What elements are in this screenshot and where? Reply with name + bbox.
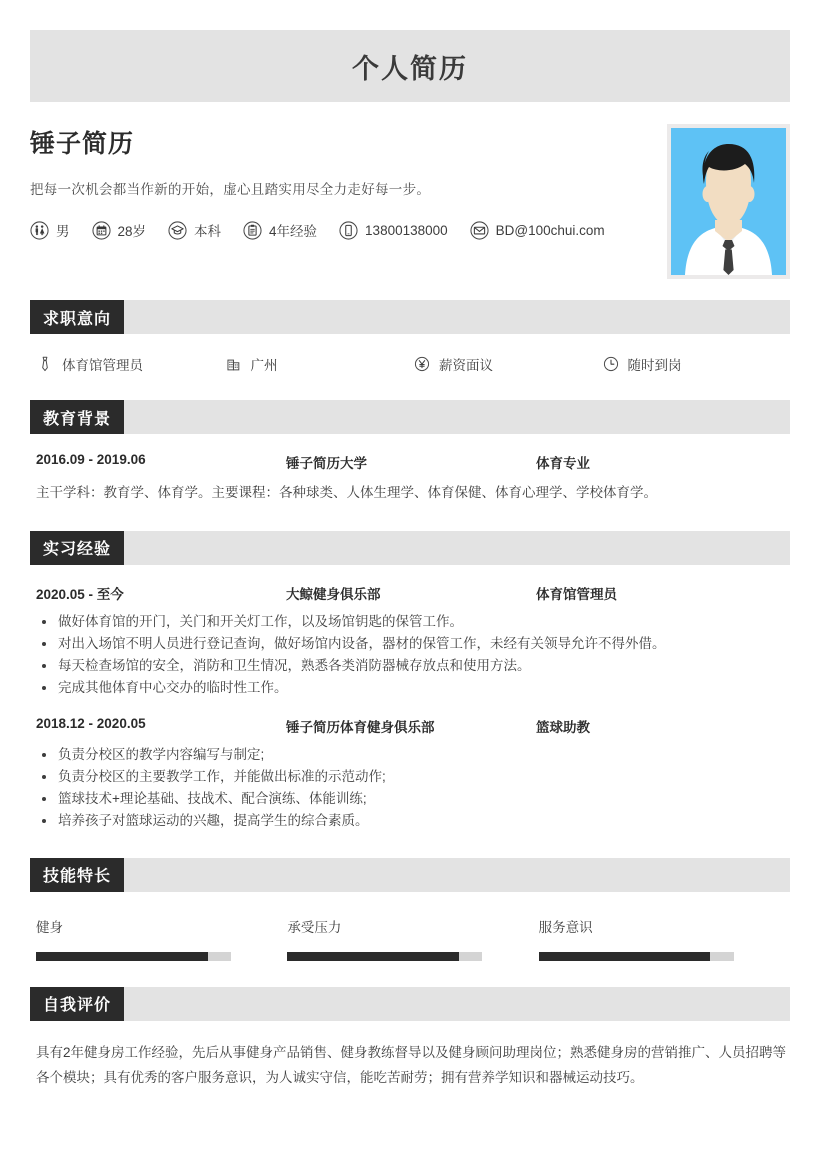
gender-icon xyxy=(30,221,49,240)
fact-email xyxy=(470,221,605,240)
skill-progress-fill xyxy=(287,952,459,961)
section-skills xyxy=(30,858,790,961)
intent-item-salary xyxy=(413,354,602,374)
intent-availability-value: 随时到岗 xyxy=(627,358,682,373)
fact-education-value: 本科 xyxy=(194,224,222,239)
clock-icon xyxy=(602,355,620,373)
evaluation-text: 具有2年健身房工作经验，先后从事健身产品销售、健身教练督导以及健身顾问助理岗位；熟悉健身房的营销推广、人员招聘等各个模块；具有优秀的客户服务意识，为人诚实守信，能吃苦耐劳；拥有营养学知识和器械运动技巧。 xyxy=(36,1044,787,1085)
skill-item xyxy=(539,916,790,961)
section-intent xyxy=(30,300,790,374)
avatar xyxy=(667,124,790,279)
skill-progress-track xyxy=(539,952,734,961)
profile-header xyxy=(30,124,790,274)
internship-period: 2020.05 - 至今 xyxy=(36,586,124,602)
internship-entry-head xyxy=(36,716,790,736)
list-item: 完成其他体育中心交办的临时性工作。 xyxy=(36,677,790,699)
internship-role: 体育馆管理员 xyxy=(536,586,617,602)
internship-role: 篮球助教 xyxy=(536,720,590,736)
section-title-internship: 实习经验 xyxy=(30,531,124,565)
section-header-education xyxy=(30,400,790,434)
section-title-education: 教育背景 xyxy=(30,400,124,434)
section-header-intent xyxy=(30,300,790,334)
skill-name: 服务意识 xyxy=(538,919,593,935)
skill-name: 健身 xyxy=(36,919,63,935)
education-major: 体育专业 xyxy=(536,456,590,471)
education-entry xyxy=(30,452,790,505)
section-header-skills xyxy=(30,858,790,892)
intent-item-position xyxy=(36,354,225,374)
fact-email-value: BD@100chui.com xyxy=(495,222,605,238)
section-internship xyxy=(30,531,790,832)
calendar-icon xyxy=(92,221,111,240)
graduation-cap-icon xyxy=(168,221,187,240)
internship-bullet-list xyxy=(36,744,790,831)
education-period: 2016.09 - 2019.06 xyxy=(36,452,146,467)
internship-organization: 大鲸健身俱乐部 xyxy=(286,586,381,602)
fact-gender-value: 男 xyxy=(56,224,70,239)
internship-entry-head xyxy=(36,583,790,603)
building-icon xyxy=(225,355,243,373)
personal-motto: 把每一次机会都当作新的开始，虚心且踏实用尽全力走好每一步。 xyxy=(30,182,431,197)
skills-row xyxy=(30,916,790,961)
intent-items-row xyxy=(30,354,790,374)
list-item: 做好体育馆的开门，关门和开关灯工作，以及场馆钥匙的保管工作。 xyxy=(36,611,790,633)
fact-age xyxy=(92,220,147,240)
skill-progress-track xyxy=(287,952,482,961)
fact-gender xyxy=(30,220,70,240)
intent-position-value: 体育馆管理员 xyxy=(62,358,143,373)
envelope-icon xyxy=(470,221,489,240)
skill-progress-fill xyxy=(539,952,711,961)
avatar-photo xyxy=(671,128,786,275)
internship-bullet-list xyxy=(36,611,790,698)
yen-icon xyxy=(413,355,431,373)
skill-name: 承受压力 xyxy=(287,919,342,935)
list-item: 篮球技术+理论基础、技战术、配合演练、体能训练; xyxy=(36,788,790,810)
person-name: 锤子简历 xyxy=(30,130,135,158)
education-entry-head xyxy=(36,452,790,472)
list-item: 负责分校区的教学内容编写与制定; xyxy=(36,744,790,766)
internship-entry xyxy=(30,716,790,831)
list-item: 培养孩子对篮球运动的兴趣，提高学生的综合素质。 xyxy=(36,810,790,832)
skill-item xyxy=(287,916,538,961)
education-description: 主干学科：教育学、体育学。主要课程：各种球类、人体生理学、体育保健、体育心理学、学校体育学。 xyxy=(36,485,657,500)
fact-experience-value: 4年经验 xyxy=(269,224,318,239)
clipboard-icon xyxy=(243,221,262,240)
fact-phone-value: 13800138000 xyxy=(365,222,448,238)
skill-progress-track xyxy=(36,952,231,961)
profile-main xyxy=(30,124,630,240)
intent-item-availability xyxy=(602,354,791,374)
intent-salary-value: 薪资面议 xyxy=(439,358,493,373)
page-title: 个人简历 xyxy=(352,53,468,84)
section-header-evaluation xyxy=(30,987,790,1021)
fact-education xyxy=(168,220,221,240)
internship-organization: 锤子简历体育健身俱乐部 xyxy=(286,720,435,736)
skill-progress-fill xyxy=(36,952,208,961)
section-header-internship xyxy=(30,531,790,565)
fact-age-value: 28岁 xyxy=(117,224,147,239)
contact-facts-row xyxy=(30,220,630,240)
section-title-evaluation: 自我评价 xyxy=(30,987,124,1021)
internship-period: 2018.12 - 2020.05 xyxy=(36,716,146,732)
list-item: 负责分校区的主要教学工作，并能做出标准的示范动作; xyxy=(36,766,790,788)
section-title-intent: 求职意向 xyxy=(30,300,124,334)
list-item: 对出入场馆不明人员进行登记查询，做好场馆内设备，器材的保管工作，未经有关领导允许不得外借。 xyxy=(36,633,790,655)
intent-item-city xyxy=(225,354,414,374)
section-title-skills: 技能特长 xyxy=(30,858,124,892)
internship-entry xyxy=(30,583,790,698)
education-organization: 锤子简历大学 xyxy=(286,456,367,471)
document-title-banner xyxy=(30,30,790,102)
intent-city-value: 广州 xyxy=(250,358,278,373)
phone-icon xyxy=(339,221,358,240)
fact-phone xyxy=(339,221,448,240)
list-item: 每天检查场馆的安全，消防和卫生情况，熟悉各类消防器械存放点和使用方法。 xyxy=(36,655,790,677)
section-education xyxy=(30,400,790,505)
section-evaluation xyxy=(30,987,790,1091)
skill-item xyxy=(36,916,287,961)
fact-experience xyxy=(243,220,317,240)
tie-icon xyxy=(36,355,54,373)
